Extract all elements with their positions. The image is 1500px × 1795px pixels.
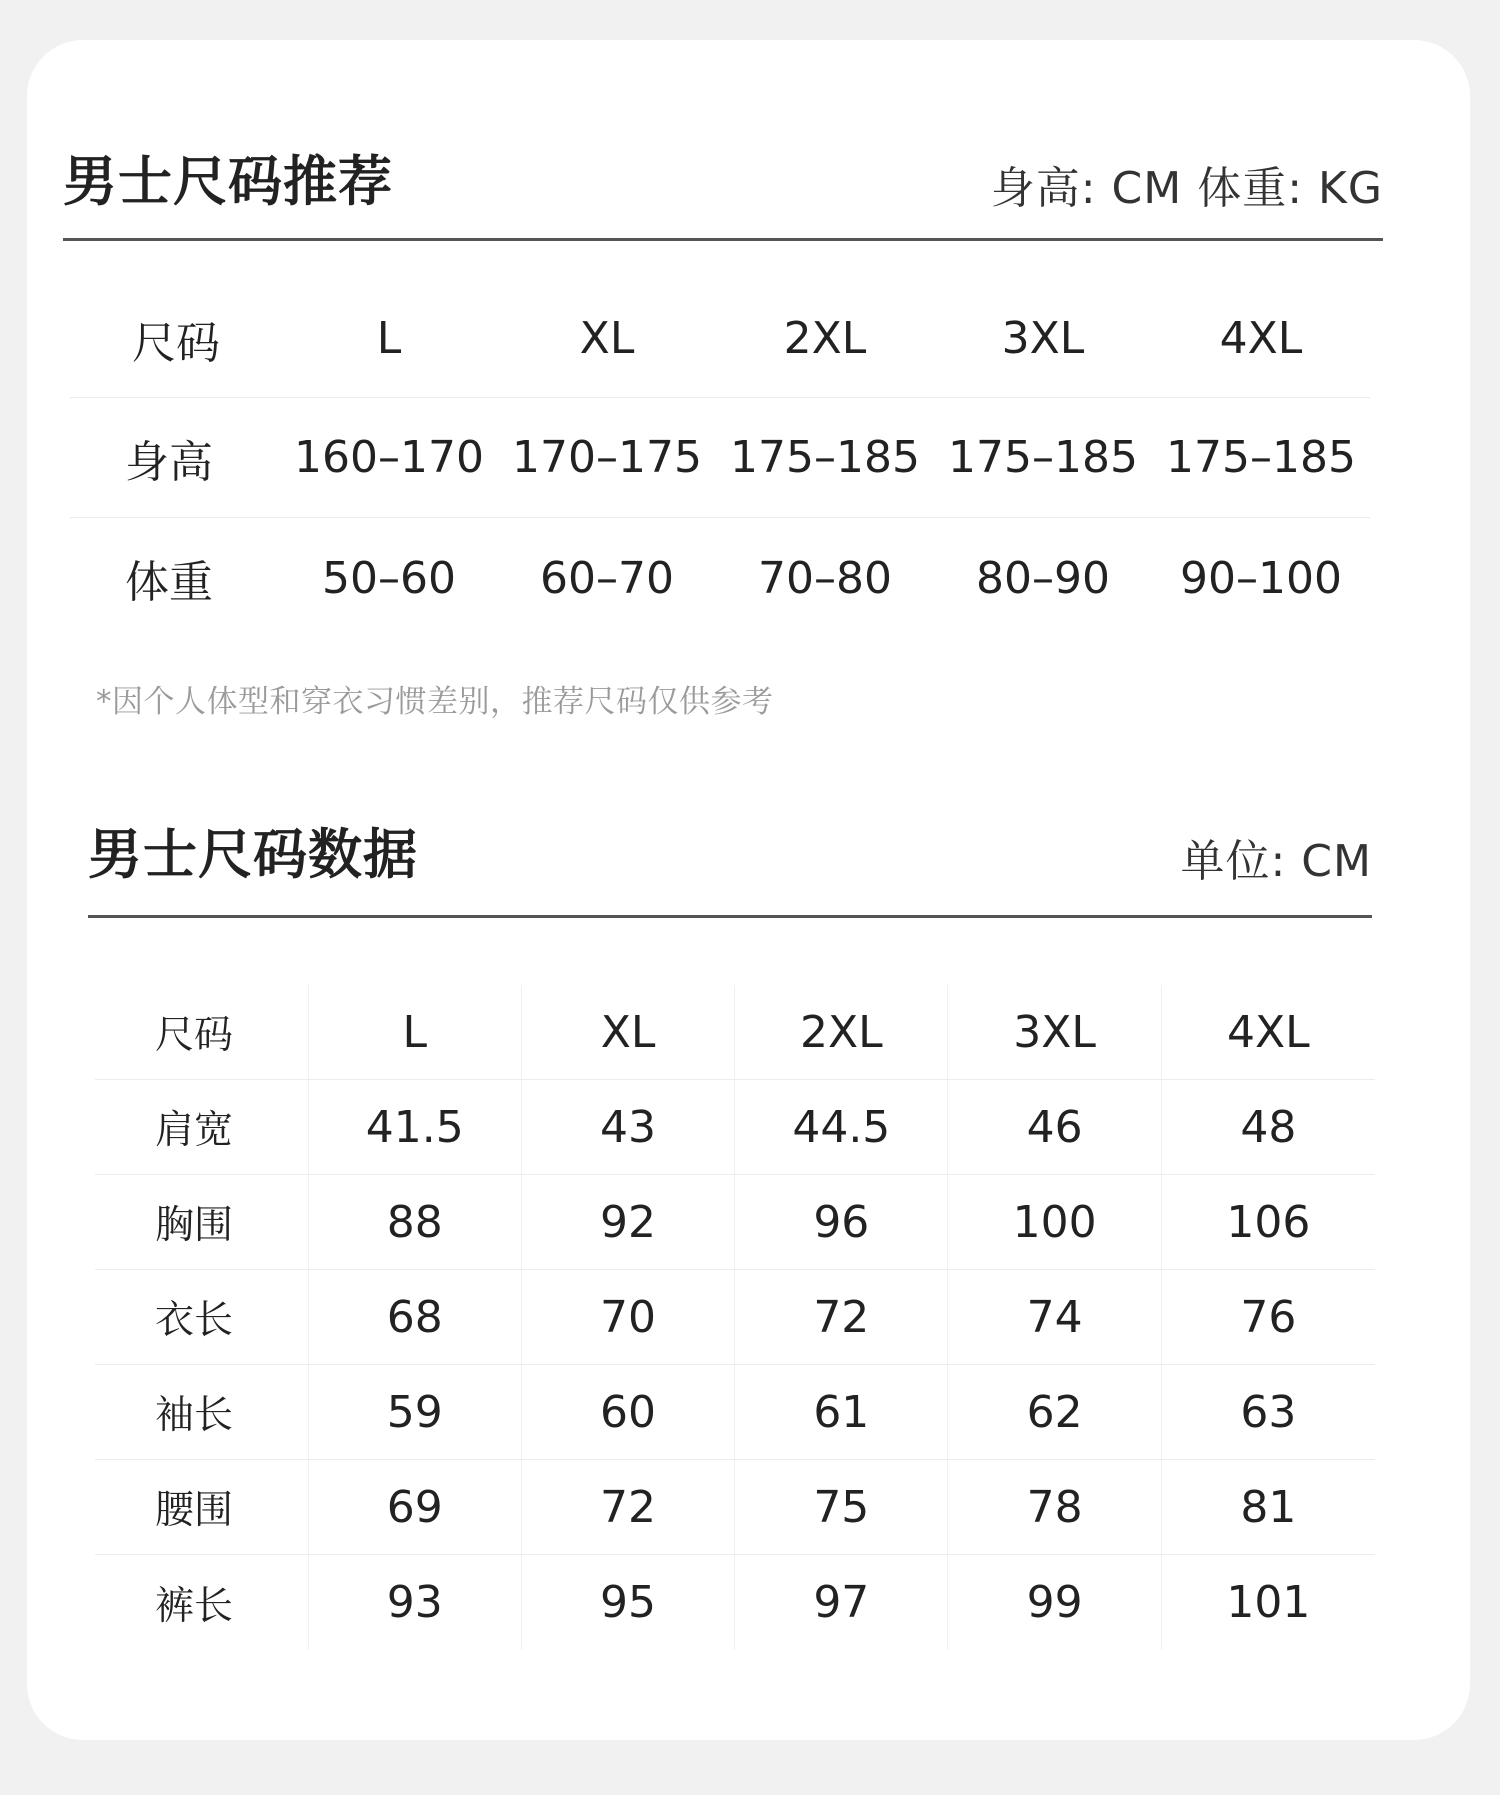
size-data-value-cell: 59 <box>309 1365 522 1459</box>
size-data-size-cell: XL <box>522 985 735 1079</box>
recommend-units: 身高: CM 体重: KG <box>990 163 1383 214</box>
size-data-row <box>95 1080 1375 1175</box>
recommend-header-label: 尺码 <box>132 317 220 369</box>
size-data-row <box>95 1365 1375 1460</box>
size-data-row-label: 裤长 <box>95 1555 309 1650</box>
recommend-value-cell: 175–185 <box>948 432 1138 483</box>
size-data-value-cell: 69 <box>309 1460 522 1554</box>
size-data-size-cell: 2XL <box>735 985 948 1079</box>
size-data-size-cell: 3XL <box>948 985 1161 1079</box>
recommend-table <box>70 280 1370 638</box>
size-data-header-row <box>95 985 1375 1080</box>
size-data-value-cell: 93 <box>309 1555 522 1650</box>
size-data-value-cell: 46 <box>948 1080 1161 1174</box>
size-data-value-cell: 44.5 <box>735 1080 948 1174</box>
recommend-size-cell: XL <box>579 313 635 364</box>
size-data-value-cell: 72 <box>522 1460 735 1554</box>
size-data-value-cell: 101 <box>1226 1577 1311 1628</box>
recommend-value-cell: 50–60 <box>322 552 456 604</box>
recommend-value-cell: 70–80 <box>758 552 892 604</box>
recommend-value-cell: 60–70 <box>540 552 674 604</box>
size-data-row-label: 衣长 <box>95 1270 309 1364</box>
size-data-value-cell: 43 <box>522 1080 735 1174</box>
recommend-header-row <box>70 280 1370 398</box>
size-data-value-cell: 60 <box>522 1365 735 1459</box>
size-data-value-cell: 68 <box>309 1270 522 1364</box>
recommend-header <box>63 105 1383 241</box>
size-data-row-label: 袖长 <box>95 1365 309 1459</box>
recommend-row-height <box>70 398 1370 518</box>
recommend-value-cell: 80–90 <box>976 552 1110 604</box>
size-data-value-cell: 99 <box>948 1555 1161 1650</box>
size-data-value-cell: 96 <box>735 1175 948 1269</box>
size-data-size-cell: 4XL <box>1227 1006 1310 1058</box>
size-data-value-cell: 95 <box>522 1555 735 1650</box>
size-data-row <box>95 1555 1375 1650</box>
size-data-row-label: 腰围 <box>95 1460 309 1554</box>
size-data-value-cell: 70 <box>522 1270 735 1364</box>
size-data-row <box>95 1175 1375 1270</box>
size-data-row <box>95 1460 1375 1555</box>
recommend-title: 男士尺码推荐 <box>63 150 393 213</box>
size-data-value-cell: 48 <box>1240 1101 1297 1153</box>
recommend-note: *因个人体型和穿衣习惯差别，推荐尺码仅供参考 <box>96 684 774 720</box>
size-data-row <box>95 1270 1375 1365</box>
size-data-table <box>95 985 1375 1650</box>
size-data-value-cell: 61 <box>735 1365 948 1459</box>
size-data-value-cell: 78 <box>948 1460 1161 1554</box>
recommend-size-cell: 3XL <box>1001 313 1085 364</box>
recommend-row-label: 体重 <box>125 557 213 608</box>
recommend-value-cell: 175–185 <box>730 432 920 483</box>
recommend-value-cell: 90–100 <box>1180 552 1342 604</box>
size-data-value-cell: 88 <box>309 1175 522 1269</box>
size-data-row-label: 肩宽 <box>95 1080 309 1174</box>
size-data-value-cell: 62 <box>948 1365 1161 1459</box>
size-data-row-label: 胸围 <box>95 1175 309 1269</box>
size-data-value-cell: 74 <box>948 1270 1161 1364</box>
recommend-value-cell: 170–175 <box>512 432 702 483</box>
size-data-value-cell: 106 <box>1226 1196 1311 1248</box>
recommend-value-cell: 160–170 <box>294 432 484 483</box>
recommend-row-label: 身高 <box>125 436 213 488</box>
size-data-value-cell: 100 <box>948 1175 1161 1269</box>
recommend-size-cell: 2XL <box>783 313 867 364</box>
size-data-value-cell: 41.5 <box>309 1080 522 1174</box>
size-data-title: 男士尺码数据 <box>88 823 418 886</box>
recommend-size-cell: L <box>376 313 402 364</box>
size-data-value-cell: 75 <box>735 1460 948 1554</box>
size-data-header <box>88 780 1372 918</box>
recommend-size-cell: 4XL <box>1219 313 1303 364</box>
size-data-units: 单位: CM <box>1180 836 1372 887</box>
size-data-value-cell: 72 <box>735 1270 948 1364</box>
size-data-size-cell: L <box>309 985 522 1079</box>
size-data-value-cell: 76 <box>1240 1291 1297 1343</box>
recommend-row-weight <box>70 518 1370 638</box>
recommend-value-cell: 175–185 <box>1166 432 1356 483</box>
size-data-value-cell: 92 <box>522 1175 735 1269</box>
size-data-value-cell: 81 <box>1240 1481 1297 1533</box>
size-data-value-cell: 97 <box>735 1555 948 1650</box>
size-data-value-cell: 63 <box>1240 1386 1297 1438</box>
size-data-header-label: 尺码 <box>95 985 309 1079</box>
